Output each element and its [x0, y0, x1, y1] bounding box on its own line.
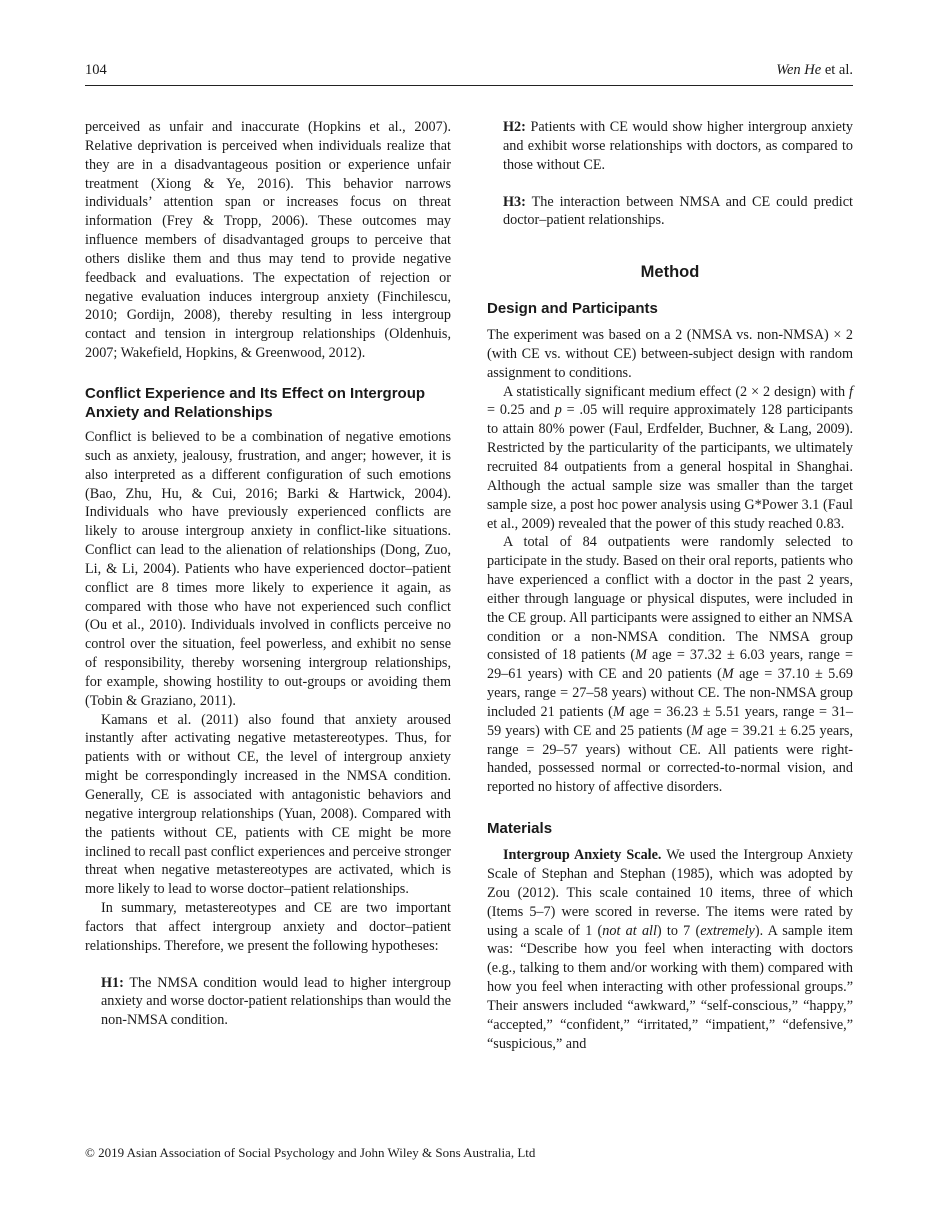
materials-paragraph [487, 846, 853, 1053]
section-heading-conflict: Conflict Experience and Its Effect on Intergroup Anxiety and Relationships [85, 384, 426, 421]
header-rule [85, 85, 853, 86]
running-author: Wen He [776, 62, 822, 78]
materials-text-a: We used the Intergroup Anxiety Scale of Stephan and Stephan (1985), which was adopted by Zou (2012). This scale contained 10 items, three of which (Items 5–7) were scored in reverse. The items were rated by using a scale of 1 ( [487, 847, 853, 939]
design-p2-text-b: = 0.25 and [487, 402, 555, 419]
method-heading: Method [640, 263, 700, 282]
design-heading: Design and Participants [487, 300, 658, 318]
design-p3-text-c: age = 37.10 ± 5.69 years, range = 27–58 years) without CE. The non-NMSA group included 21 patients ( [487, 666, 853, 720]
right-column [487, 118, 853, 1053]
design-p2-text-a: A statistically significant medium effect (2 × 2 design) with [503, 383, 850, 400]
hypothesis-3-label: H3: [503, 193, 526, 210]
hypothesis-2 [487, 118, 853, 175]
design-paragraph-2 [487, 383, 853, 534]
page-number: 104 [85, 62, 107, 78]
design-p3-m1: M [635, 647, 647, 664]
left-column [85, 118, 451, 1030]
hypothesis-3-text: The interaction between NMSA and CE could predict doctor–patient relationships. [503, 193, 853, 229]
copyright-footer: © 2019 Asian Association of Social Psychology and John Wiley & Sons Australia, Ltd [85, 1145, 536, 1160]
design-p3-m2: M [721, 666, 734, 683]
design-p3-m4: M [691, 722, 703, 739]
design-p3-m3: M [612, 703, 625, 720]
conflict-paragraph-3: In summary, metastereotypes and CE are two important factors that affect intergroup anxiety and doctor–patient relationships. Therefore, we present the following hypotheses: [85, 900, 451, 954]
materials-not-at-all: not at all [602, 922, 657, 939]
hypothesis-1-label: H1: [101, 974, 124, 991]
running-etal: et al. [824, 62, 853, 78]
conflict-paragraph-1: Conflict is believed to be a combination of negative emotions such as anxiety, jealousy, frustration, and anger; however, it is also interpreted as a different configuration of such emotions (Bao, Zhu, Hu, & Cui, 2016; Barki & Hartwick, 2004). Individuals who have previously experienced conflicts are likely to arouse intergroup anxiety in conflict-like situations. Conflict can lead to the alienation of relationships (Dong, Zuo, Li, & Li, 2004). Patients who have experienced doctor–patient conflict are 8 times more likely to experience it again, as compared with those who have not experienced such conflict (Ou et al., 2010). Individuals involved in conflicts perceive no control over the situation, feel powerless, and exhibit no sense of responsibility, thereby worsening intergroup relationships, for example, showing hostility to out-groups or avoiding them (Tobin & Graziano, 2011). [85, 428, 451, 709]
running-title [776, 62, 853, 79]
design-paragraph-1: The experiment was based on a 2 (NMSA vs. non-NMSA) × 2 (with CE vs. without CE) between-subject design with random assignment to conditions. [487, 327, 853, 381]
design-p2-f: f [849, 383, 853, 400]
hypothesis-3 [487, 193, 853, 231]
hypothesis-2-label: H2: [503, 119, 526, 135]
design-p3-text-a: A total of 84 outpatients were randomly selected to participate in the study. Based on their oral reports, patients who have experienced a conflict with a doctor in the past 2 years, either through language or physical disputes, were included in the CE group. All participants were assigned to either an NMSA condition or a non-NMSA condition. The NMSA group consisted of 18 patients ( [487, 534, 853, 664]
hypothesis-1 [85, 974, 451, 1031]
design-paragraph-3 [487, 533, 853, 797]
design-p2-text-c: = .05 will require approximately 128 participants to attain 80% power (Faul, Erdfelder, Buchner, & Lang, 2009). Restricted by the particularity of the participants, we ultimately recruited 84 outpatients from a general hospital in Shanghai. Although the actual sample size was smaller than the target sample size, a post hoc power analysis using G*Power 3.1 (Faul et al., 2009) revealed that the power of this study reached 0.83. [487, 402, 853, 532]
materials-text-b: ) to 7 ( [656, 922, 701, 939]
design-p3-text-b: age = 37.32 ± 6.03 years, range = 29–61 years) with CE and 20 patients ( [487, 647, 853, 683]
materials-extremely: extremely [700, 922, 755, 939]
conflict-paragraph-2: Kamans et al. (2011) also found that anxiety aroused instantly after activating negative metastereotypes. Thus, for patients with or without CE, the level of intergroup anxiety might be correspondingly increased in the NMSA condition. Generally, CE is associated with antagonistic behaviors and negative intergroup relationships (Yuan, 2008). Compared with the patients without CE, patients with CE might be more inclined to recall past conflict experiences and perceive stronger threat when negative metastereotypes are activated, which is more likely to lead to worse doctor–patient relationships. [85, 711, 451, 898]
design-p3-text-e: age = 39.21 ± 6.25 years, range = 29–57 years) without CE. All patients were right-handed, possessed normal or corrected-to-normal vision, and reported no history of affective disorders. [487, 722, 853, 796]
design-p2-p: p [554, 402, 562, 419]
running-header [85, 62, 853, 82]
hypothesis-1-text: The NMSA condition would lead to higher intergroup anxiety and worse doctor-patient relationships than would the non-NMSA condition. [101, 974, 451, 1029]
materials-runin-heading: Intergroup Anxiety Scale. [503, 847, 662, 864]
hypothesis-2-text: Patients with CE would show higher intergroup anxiety and exhibit worse relationships with doctors, as compared to those without CE. [503, 119, 854, 173]
materials-heading: Materials [487, 820, 553, 838]
intro-paragraph: perceived as unfair and inaccurate (Hopkins et al., 2007). Relative deprivation is perceived when individuals realize that they are in a disadvantageous position or experience unfair treatment (Xiong & Ye, 2016). This behavior narrows individuals’ attention span or increases focus on threat information (Frey & Tropp, 2006). These outcomes may influence members of disadvantaged groups to perceive that others dislike them and thus may tend to provide negative feedback and evaluations. The expectation of rejection or negative evaluation induces intergroup anxiety (Finchilescu, 2010; Gordijn, 2008), thereby resulting in less intergroup contact and tension in intergroup relationships (Oldenhuis, 2007; Wakefield, Hopkins, & Greenwood, 2012). [85, 119, 451, 362]
materials-text-c: ). A sample item was: “Describe how you feel when interacting with doctors (e.g., talking to them and/or working with them) compared with how you feel when interacting with other professional groups.” Their answers included “awkward,” “self-conscious,” “happy,” “accepted,” “confident,” “irritated,” “impatient,” “defensive,” “suspicious,” and [487, 922, 853, 1052]
design-p3-text-d: age = 36.23 ± 5.51 years, range = 31–59 years) with CE and 25 patients ( [487, 703, 853, 739]
